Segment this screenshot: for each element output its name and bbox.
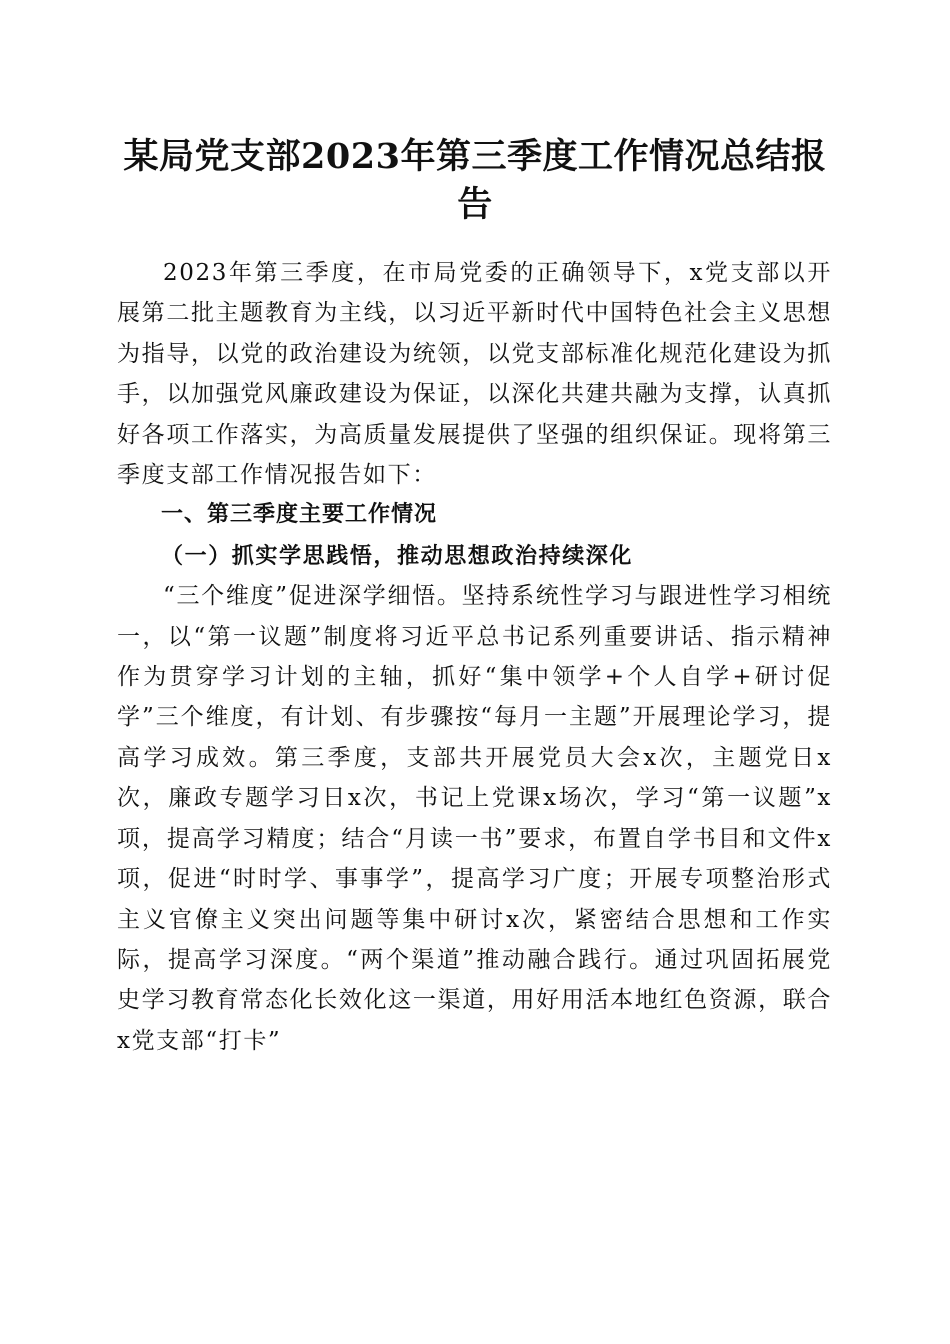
document-body [117,253,832,1061]
document-title: 某局党支部2023年第三季度工作情况总结报告 [123,136,827,225]
intro-paragraph: 2023年第三季度，在市局党委的正确领导下，x党支部以开展第二批主题教育为主线，以习近平新时代中国特色社会主义思想为指导，以党的政治建设为统领，以党支部标准化规范化建设为抓手，以加强党风廉政建设为保证，以深化共建共融为支撑，认真抓好各项工作落实，为高质量发展提供了坚强的组织保证。现将第三季度支部工作情况报告如下： [117,260,832,489]
body-paragraph: “三个维度”促进深学细悟。坚持系统性学习与跟进性学习相统一，以“第一议题”制度将习近平总书记系列重要讲话、指示精神作为贯穿学习计划的主轴，抓好“集中领学+个人自学+研讨促学”三个维度，有计划、有步骤按“每月一主题”开展理论学习，提高学习成效。第三季度，支部共开展党员大会x次，主题党日x次，廉政专题学习日x次，书记上党课x场次，学习“第一议题”x项，提高学习精度；结合“月读一书”要求，布置自学书目和文件x项，促进“时时学、事事学”，提高学习广度；开展专项整治形式主义官僚主义突出问题等集中研讨x次，紧密结合思想和工作实际，提高学习深度。“两个渠道”推动融合践行。通过巩固拓展党史学习教育常态化长效化这一渠道，用好用活本地红色资源，联合x党支部“打卡” [117,583,832,1054]
subsection-heading: （一）抓实学思践悟，推动思想政治持续深化 [161,542,634,569]
section-heading: 一、第三季度主要工作情况 [161,502,438,528]
